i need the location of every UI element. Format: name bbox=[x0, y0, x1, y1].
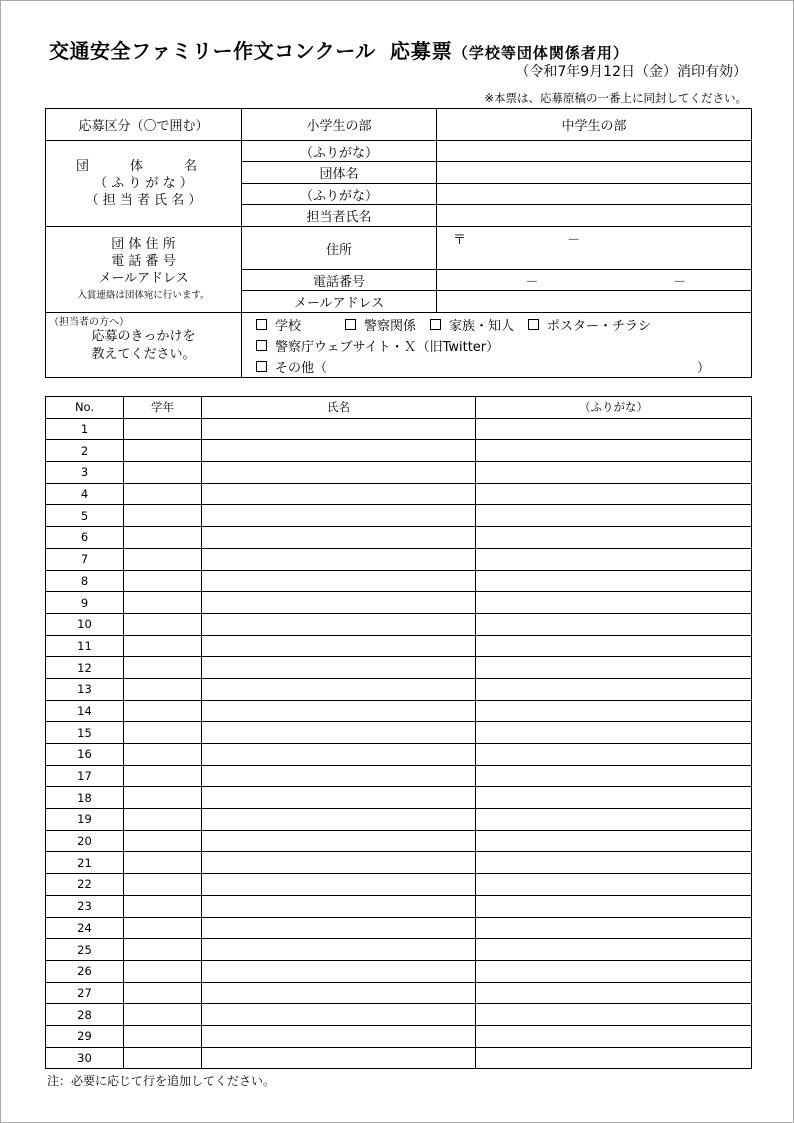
furigana-field[interactable] bbox=[476, 440, 752, 462]
grade-field[interactable] bbox=[124, 418, 202, 440]
contact-name-field[interactable] bbox=[437, 205, 752, 227]
phone-field[interactable] bbox=[437, 270, 752, 291]
table-row bbox=[46, 722, 752, 744]
family-checkbox[interactable] bbox=[430, 319, 441, 330]
deadline-text: （令和7年9月12日（金）消印有効） bbox=[515, 64, 747, 80]
name-field[interactable] bbox=[202, 874, 476, 896]
source-options-row-3 bbox=[242, 356, 751, 377]
grade-field[interactable] bbox=[124, 462, 202, 484]
table-row bbox=[46, 440, 752, 462]
furigana-label-2: （ふりがな） bbox=[242, 184, 437, 205]
table-row bbox=[46, 787, 752, 809]
address-label-address: 団 体 住 所 bbox=[111, 236, 176, 252]
group-name-field[interactable] bbox=[437, 162, 752, 184]
grade-field[interactable] bbox=[124, 809, 202, 831]
row-number: 11 bbox=[46, 635, 124, 657]
table-row bbox=[46, 1047, 752, 1069]
grade-field[interactable] bbox=[124, 722, 202, 744]
row-number: 20 bbox=[46, 830, 124, 852]
row-number: 25 bbox=[46, 939, 124, 961]
furigana-field[interactable] bbox=[476, 678, 752, 700]
group-label-cell bbox=[46, 141, 242, 227]
address-label-email: メールアドレス bbox=[98, 270, 189, 286]
grade-field[interactable] bbox=[124, 657, 202, 679]
name-field[interactable] bbox=[202, 635, 476, 657]
phone-dash-2: － bbox=[673, 274, 687, 290]
list-header-row bbox=[46, 397, 752, 419]
table-row bbox=[46, 765, 752, 787]
name-field[interactable] bbox=[202, 613, 476, 635]
table-row bbox=[46, 613, 752, 635]
source-question-2: 教えてください。 bbox=[91, 347, 196, 362]
name-field[interactable] bbox=[202, 418, 476, 440]
col-header-name: 氏名 bbox=[202, 397, 476, 419]
grade-field[interactable] bbox=[124, 1047, 202, 1069]
name-field[interactable] bbox=[202, 982, 476, 1004]
name-field[interactable] bbox=[202, 657, 476, 679]
row-number: 23 bbox=[46, 895, 124, 917]
school-checkbox[interactable] bbox=[256, 319, 267, 330]
website-checkbox[interactable] bbox=[256, 340, 267, 351]
name-field[interactable] bbox=[202, 917, 476, 939]
name-field[interactable] bbox=[202, 765, 476, 787]
furigana-field[interactable] bbox=[476, 483, 752, 505]
name-field[interactable] bbox=[202, 1004, 476, 1026]
postal-mark: 〒 bbox=[453, 233, 467, 248]
grade-field[interactable] bbox=[124, 548, 202, 570]
name-field[interactable] bbox=[202, 852, 476, 874]
grade-field[interactable] bbox=[124, 1004, 202, 1026]
footer-note: 注：必要に応じて行を追加してください。 bbox=[47, 1074, 276, 1088]
phone-dash-1: － bbox=[525, 274, 539, 290]
grade-field[interactable] bbox=[124, 678, 202, 700]
grade-field[interactable] bbox=[124, 613, 202, 635]
form-name: 応募票 bbox=[389, 39, 453, 63]
contest-title: 交通安全ファミリー作文コンクール bbox=[49, 39, 376, 63]
furigana-field[interactable] bbox=[476, 613, 752, 635]
table-row bbox=[46, 939, 752, 961]
furigana-field[interactable] bbox=[476, 939, 752, 961]
category-row bbox=[46, 109, 752, 141]
contact-name-label: 担当者氏名 bbox=[242, 205, 437, 227]
group-label-furigana: （ ふ り が な ） bbox=[94, 176, 193, 191]
grade-field[interactable] bbox=[124, 635, 202, 657]
furigana-field[interactable] bbox=[476, 917, 752, 939]
participant-list-table bbox=[45, 396, 752, 1069]
furigana-field[interactable] bbox=[476, 1025, 752, 1047]
source-options-row-2 bbox=[242, 335, 751, 356]
furigana-field[interactable] bbox=[476, 982, 752, 1004]
table-row bbox=[46, 1025, 752, 1047]
row-number: 12 bbox=[46, 657, 124, 679]
table-row bbox=[46, 895, 752, 917]
address-label: 住所 bbox=[242, 227, 437, 270]
category-elementary[interactable]: 小学生の部 bbox=[242, 109, 437, 141]
award-note: 入賞連絡は団体宛に行います。 bbox=[77, 289, 210, 301]
name-field[interactable] bbox=[202, 1047, 476, 1069]
table-row bbox=[46, 570, 752, 592]
row-number: 1 bbox=[46, 418, 124, 440]
source-question-1: 応募のきっかけを bbox=[91, 329, 196, 344]
name-field[interactable] bbox=[202, 895, 476, 917]
name-field[interactable] bbox=[202, 462, 476, 484]
name-field[interactable] bbox=[202, 440, 476, 462]
other-checkbox[interactable] bbox=[256, 361, 267, 372]
row-number: 2 bbox=[46, 440, 124, 462]
table-row bbox=[46, 960, 752, 982]
grade-field[interactable] bbox=[124, 440, 202, 462]
col-header-no: No. bbox=[46, 397, 124, 419]
grade-field[interactable] bbox=[124, 592, 202, 614]
col-header-furigana: （ふりがな） bbox=[476, 397, 752, 419]
poster-checkbox[interactable] bbox=[528, 319, 539, 330]
row-number: 24 bbox=[46, 917, 124, 939]
furigana-field[interactable] bbox=[476, 700, 752, 722]
grade-field[interactable] bbox=[124, 505, 202, 527]
furigana-field[interactable] bbox=[476, 418, 752, 440]
furigana-field[interactable] bbox=[476, 1004, 752, 1026]
furigana-field[interactable] bbox=[476, 635, 752, 657]
grade-field[interactable] bbox=[124, 895, 202, 917]
furigana-field[interactable] bbox=[476, 657, 752, 679]
row-number: 5 bbox=[46, 505, 124, 527]
furigana-label-1: （ふりがな） bbox=[242, 141, 437, 162]
name-field[interactable] bbox=[202, 548, 476, 570]
grade-field[interactable] bbox=[124, 852, 202, 874]
row-number: 19 bbox=[46, 809, 124, 831]
furigana-field[interactable] bbox=[476, 809, 752, 831]
table-row bbox=[46, 592, 752, 614]
police-checkbox[interactable] bbox=[345, 319, 356, 330]
table-row bbox=[46, 744, 752, 766]
table-row bbox=[46, 830, 752, 852]
table-row bbox=[46, 483, 752, 505]
grade-field[interactable] bbox=[124, 787, 202, 809]
furigana-field[interactable] bbox=[476, 1047, 752, 1069]
grade-field[interactable] bbox=[124, 917, 202, 939]
row-number: 13 bbox=[46, 678, 124, 700]
category-label: 応募区分（〇で囲む） bbox=[46, 109, 242, 141]
grade-field[interactable] bbox=[124, 570, 202, 592]
email-label: メールアドレス bbox=[242, 291, 437, 313]
furigana-field[interactable] bbox=[476, 874, 752, 896]
name-field[interactable] bbox=[202, 527, 476, 549]
grade-field[interactable] bbox=[124, 830, 202, 852]
grade-field[interactable] bbox=[124, 939, 202, 961]
furigana-field[interactable] bbox=[476, 527, 752, 549]
name-field[interactable] bbox=[202, 700, 476, 722]
form-target: （学校等団体関係者用） bbox=[452, 44, 629, 62]
furigana-field[interactable] bbox=[476, 744, 752, 766]
option-other: その他（ bbox=[275, 360, 328, 376]
row-number: 26 bbox=[46, 960, 124, 982]
furigana-field[interactable] bbox=[476, 592, 752, 614]
row-number: 21 bbox=[46, 852, 124, 874]
option-other-close: ） bbox=[697, 360, 711, 376]
name-field[interactable] bbox=[202, 960, 476, 982]
table-row bbox=[46, 548, 752, 570]
row-number: 14 bbox=[46, 700, 124, 722]
table-row bbox=[46, 1004, 752, 1026]
attach-note: ※本票は、応募原稿の一番上に同封してください。 bbox=[484, 91, 747, 105]
furigana-field[interactable] bbox=[476, 765, 752, 787]
table-row bbox=[46, 462, 752, 484]
row-number: 9 bbox=[46, 592, 124, 614]
row-number: 4 bbox=[46, 483, 124, 505]
grade-field[interactable] bbox=[124, 483, 202, 505]
furigana-field[interactable] bbox=[476, 787, 752, 809]
group-furigana-field[interactable] bbox=[437, 141, 752, 162]
option-poster: ポスター・チラシ bbox=[547, 318, 652, 334]
address-field[interactable] bbox=[437, 227, 752, 270]
table-row bbox=[46, 505, 752, 527]
row-number: 22 bbox=[46, 874, 124, 896]
table-row bbox=[46, 678, 752, 700]
email-field[interactable] bbox=[437, 291, 752, 313]
table-row bbox=[46, 874, 752, 896]
row-number: 7 bbox=[46, 548, 124, 570]
name-field[interactable] bbox=[202, 939, 476, 961]
furigana-field[interactable] bbox=[476, 830, 752, 852]
name-field[interactable] bbox=[202, 1025, 476, 1047]
option-website: 警察庁ウェブサイト・Ｘ（旧Twitter） bbox=[275, 339, 500, 355]
grade-field[interactable] bbox=[124, 982, 202, 1004]
row-number: 30 bbox=[46, 1047, 124, 1069]
group-name-label: 団体名 bbox=[242, 162, 437, 184]
name-field[interactable] bbox=[202, 722, 476, 744]
table-row bbox=[46, 527, 752, 549]
grade-field[interactable] bbox=[124, 765, 202, 787]
table-row bbox=[46, 635, 752, 657]
furigana-field[interactable] bbox=[476, 960, 752, 982]
grade-field[interactable] bbox=[124, 527, 202, 549]
table-row bbox=[46, 418, 752, 440]
address-label-phone: 電 話 番 号 bbox=[111, 253, 176, 269]
application-info-table bbox=[45, 108, 752, 378]
row-number: 27 bbox=[46, 982, 124, 1004]
group-label-name: 団 体 名 bbox=[75, 159, 211, 174]
furigana-field[interactable] bbox=[476, 895, 752, 917]
option-family: 家族・知人 bbox=[449, 318, 515, 334]
name-field[interactable] bbox=[202, 809, 476, 831]
table-row bbox=[46, 700, 752, 722]
table-row bbox=[46, 852, 752, 874]
table-row bbox=[46, 917, 752, 939]
name-field[interactable] bbox=[202, 570, 476, 592]
grade-field[interactable] bbox=[124, 960, 202, 982]
row-number: 16 bbox=[46, 744, 124, 766]
postal-dash: － bbox=[567, 233, 581, 248]
furigana-field[interactable] bbox=[476, 722, 752, 744]
row-number: 17 bbox=[46, 765, 124, 787]
row-number: 15 bbox=[46, 722, 124, 744]
row-number: 29 bbox=[46, 1025, 124, 1047]
row-number: 3 bbox=[46, 462, 124, 484]
grade-field[interactable] bbox=[124, 744, 202, 766]
address-label-cell bbox=[46, 227, 242, 313]
source-note: （担当者の方へ） bbox=[49, 317, 129, 328]
name-field[interactable] bbox=[202, 678, 476, 700]
furigana-field[interactable] bbox=[476, 505, 752, 527]
category-junior-high[interactable]: 中学生の部 bbox=[437, 109, 752, 141]
row-number: 6 bbox=[46, 527, 124, 549]
group-label-contact: （ 担 当 者 氏 名 ） bbox=[85, 193, 202, 208]
list-body bbox=[46, 418, 752, 1069]
name-field[interactable] bbox=[202, 787, 476, 809]
furigana-field[interactable] bbox=[476, 548, 752, 570]
name-field[interactable] bbox=[202, 483, 476, 505]
source-label-cell bbox=[46, 313, 242, 378]
table-row bbox=[46, 657, 752, 679]
name-field[interactable] bbox=[202, 592, 476, 614]
option-school: 学校 bbox=[275, 318, 302, 334]
furigana-field[interactable] bbox=[476, 570, 752, 592]
grade-field[interactable] bbox=[124, 700, 202, 722]
name-field[interactable] bbox=[202, 505, 476, 527]
name-field[interactable] bbox=[202, 744, 476, 766]
row-number: 10 bbox=[46, 613, 124, 635]
source-options-cell bbox=[242, 313, 752, 378]
row-number: 28 bbox=[46, 1004, 124, 1026]
col-header-grade: 学年 bbox=[124, 397, 202, 419]
row-number: 8 bbox=[46, 570, 124, 592]
row-number: 18 bbox=[46, 787, 124, 809]
table-row bbox=[46, 809, 752, 831]
table-row bbox=[46, 982, 752, 1004]
source-options-row-1 bbox=[242, 314, 751, 335]
grade-field[interactable] bbox=[124, 874, 202, 896]
contact-furigana-field[interactable] bbox=[437, 184, 752, 205]
grade-field[interactable] bbox=[124, 1025, 202, 1047]
option-police: 警察関係 bbox=[364, 318, 417, 334]
furigana-field[interactable] bbox=[476, 462, 752, 484]
phone-label: 電話番号 bbox=[242, 270, 437, 291]
name-field[interactable] bbox=[202, 830, 476, 852]
furigana-field[interactable] bbox=[476, 852, 752, 874]
